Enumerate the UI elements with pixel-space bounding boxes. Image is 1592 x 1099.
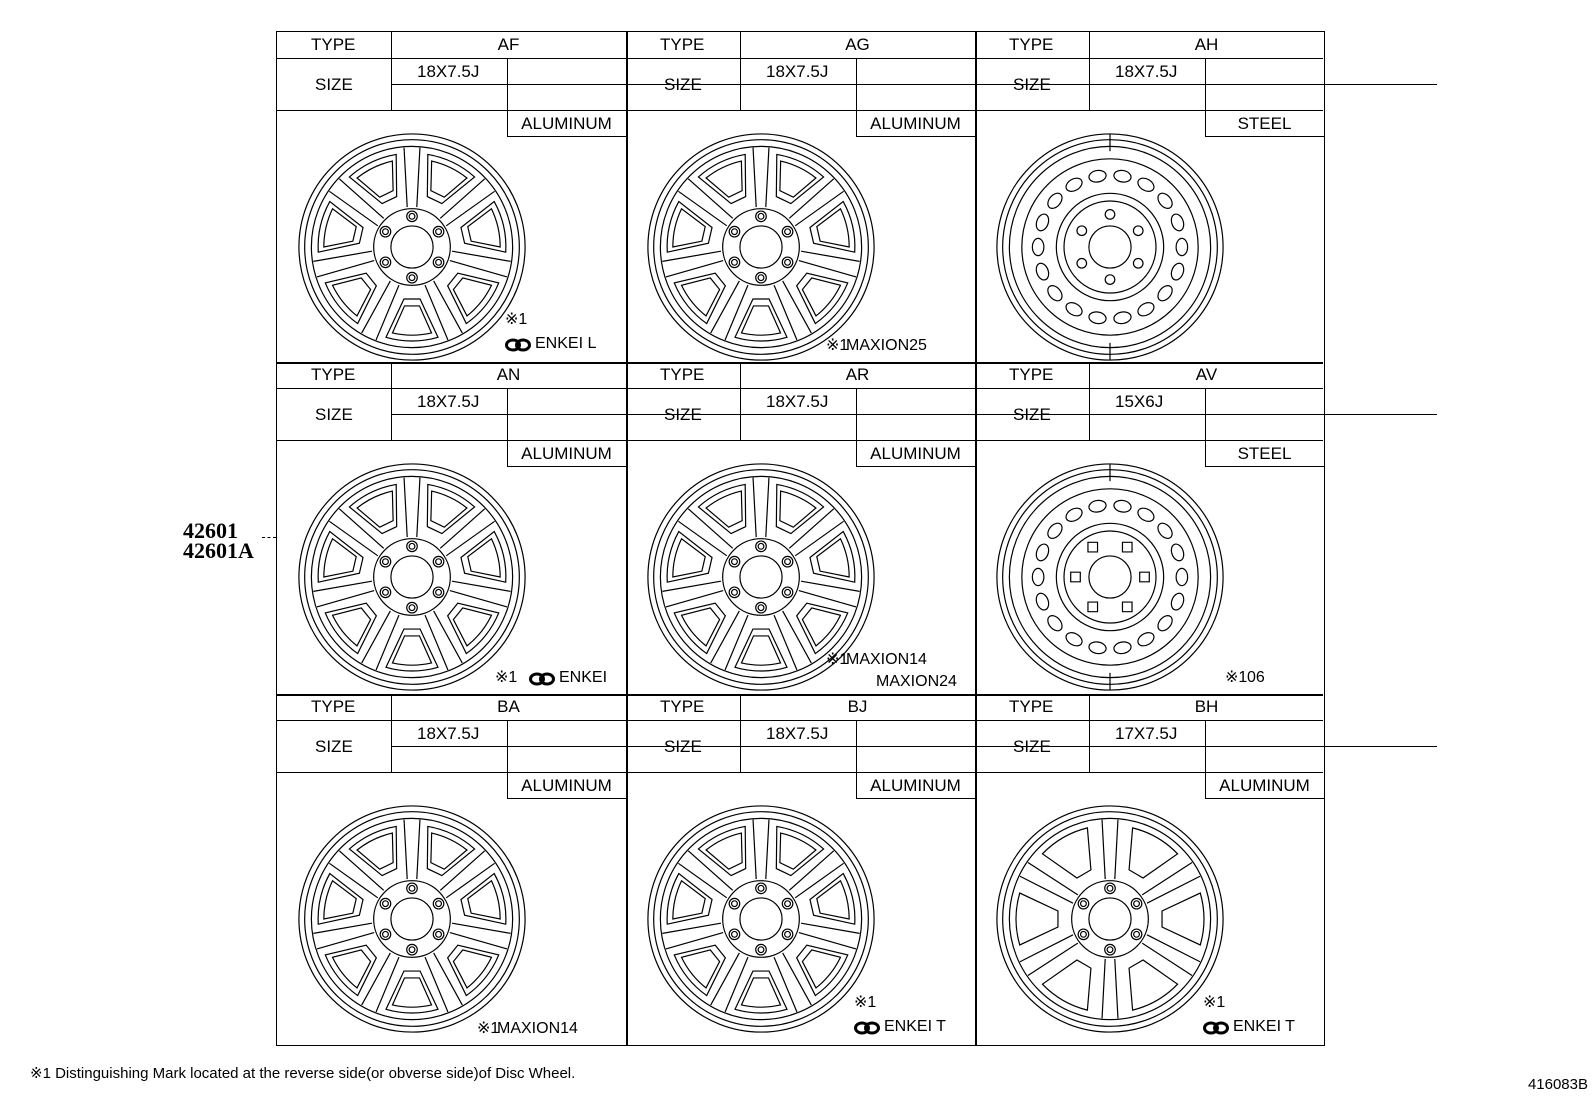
wheel-cell-ar (626, 362, 975, 694)
part-number-1: 42601 (183, 518, 238, 543)
wheel-material: ALUMINUM (870, 444, 961, 463)
distinguishing-mark: ENKEI L (535, 335, 597, 352)
wheel-drawing (995, 462, 1225, 692)
type-label: TYPE (311, 697, 356, 716)
enkei-logo-icon (854, 1021, 880, 1035)
wheel-size: 18X7.5J (1115, 62, 1178, 81)
distinguishing-mark: MAXION14 (497, 1020, 578, 1037)
wheel-drawing (297, 132, 527, 362)
table-rule (975, 440, 1323, 441)
size-label: SIZE (315, 737, 353, 756)
wheel-material: STEEL (1237, 444, 1292, 463)
wheel-cell-ba (277, 694, 626, 1045)
wheel-drawing (646, 804, 876, 1034)
distinguishing-mark: ENKEI T (1233, 1018, 1295, 1035)
size-label: SIZE (1013, 75, 1051, 94)
table-rule (277, 440, 626, 441)
wheel-size: 18X7.5J (766, 62, 829, 81)
table-rule (626, 694, 975, 696)
distinguishing-mark: ENKEI (559, 669, 608, 686)
table-rule (277, 772, 626, 773)
mark-ref: ※1 (505, 311, 528, 328)
wheel-drawing (297, 804, 527, 1034)
wheel-material: ALUMINUM (870, 114, 961, 133)
table-rule (975, 720, 1323, 721)
table-rule (626, 362, 975, 364)
wheel-cell-ah (975, 32, 1323, 362)
wheel-cell-an (277, 362, 626, 694)
table-rule (626, 110, 975, 111)
mark-ref: ※1 (826, 651, 849, 668)
table-rule (975, 32, 977, 362)
wheel-cell-af (277, 32, 626, 362)
wheel-type-code: AH (1194, 35, 1219, 54)
mark-ref: ※1 (1203, 994, 1226, 1011)
mark-ref: ※1 (495, 669, 518, 686)
wheel-cell-bh (975, 694, 1323, 1045)
wheel-type-code: BA (497, 697, 520, 716)
table-rule (975, 694, 977, 1045)
footnote: ※1 Distinguishing Mark located at the reverse side(or obverse side)of Disc Wheel. (30, 1065, 576, 1082)
wheel-drawing (995, 804, 1225, 1034)
wheel-size: 18X7.5J (417, 62, 480, 81)
wheel-type-code: BH (1194, 697, 1219, 716)
wheel-size: 18X7.5J (417, 724, 480, 743)
wheel-material: ALUMINUM (521, 114, 612, 133)
wheel-size: 18X7.5J (766, 724, 829, 743)
table-rule (626, 388, 975, 389)
distinguishing-mark-2: MAXION24 (876, 673, 957, 690)
wheel-cell-bj (626, 694, 975, 1045)
table-rule (626, 440, 975, 441)
distinguishing-mark: MAXION14 (846, 651, 927, 668)
wheel-type-code: AG (845, 35, 870, 54)
wheel-cell-av (975, 362, 1323, 694)
wheel-type-code: AN (496, 365, 521, 384)
table-rule (277, 362, 626, 364)
table-rule (626, 32, 628, 362)
wheel-material: ALUMINUM (1219, 776, 1310, 795)
table-rule (626, 694, 628, 1045)
wheel-size: 15X6J (1115, 392, 1164, 411)
table-rule (626, 58, 975, 59)
table-rule (277, 110, 626, 111)
wheel-type-code: AF (497, 35, 520, 54)
type-label: TYPE (660, 365, 705, 384)
table-rule (277, 720, 626, 721)
table-rule (626, 772, 975, 773)
enkei-logo-icon (1203, 1021, 1229, 1035)
size-label: SIZE (315, 75, 353, 94)
wheel-size: 18X7.5J (417, 392, 480, 411)
distinguishing-mark: 06 (1247, 669, 1265, 686)
table-rule (1089, 746, 1437, 747)
wheel-type-code: BJ (847, 697, 868, 716)
wheel-drawing (995, 132, 1225, 362)
wheel-size: 17X7.5J (1115, 724, 1178, 743)
wheel-material: ALUMINUM (521, 776, 612, 795)
table-rule (856, 798, 975, 799)
table-rule (975, 694, 1323, 696)
size-label: SIZE (664, 737, 702, 756)
size-label: SIZE (1013, 737, 1051, 756)
table-rule (975, 362, 977, 694)
type-label: TYPE (660, 697, 705, 716)
wheel-type-code: AR (845, 365, 870, 384)
mark-ref: ※1 (477, 1020, 500, 1037)
table-rule (1205, 798, 1324, 799)
table-rule (1089, 84, 1437, 85)
type-label: TYPE (1009, 35, 1054, 54)
table-rule (975, 362, 1323, 364)
enkei-logo-icon (529, 672, 555, 686)
wheel-type-code: AV (1195, 365, 1218, 384)
mark-ref: ※1 (826, 337, 849, 354)
table-rule (975, 388, 1323, 389)
leader-line (262, 537, 276, 538)
wheel-material: ALUMINUM (870, 776, 961, 795)
wheel-size: 18X7.5J (766, 392, 829, 411)
distinguishing-mark: MAXION25 (846, 337, 927, 354)
type-label: TYPE (660, 35, 705, 54)
wheel-material: ALUMINUM (521, 444, 612, 463)
size-label: SIZE (315, 405, 353, 424)
table-rule (277, 694, 626, 696)
enkei-logo-icon (505, 338, 531, 352)
type-label: TYPE (1009, 697, 1054, 716)
size-label: SIZE (664, 405, 702, 424)
table-rule (507, 798, 626, 799)
table-rule (975, 772, 1323, 773)
table-rule (975, 110, 1323, 111)
type-label: TYPE (1009, 365, 1054, 384)
table-rule (626, 720, 975, 721)
table-rule (277, 388, 626, 389)
wheel-drawing (646, 132, 876, 362)
table-rule (277, 58, 626, 59)
distinguishing-mark: ENKEI T (884, 1018, 946, 1035)
reference-code: 416083B (1527, 1076, 1588, 1093)
wheel-material: STEEL (1237, 114, 1292, 133)
wheel-catalog-grid (276, 31, 1325, 1046)
size-label: SIZE (1013, 405, 1051, 424)
size-label: SIZE (664, 75, 702, 94)
part-number-2: 42601A (183, 538, 254, 563)
table-rule (975, 58, 1323, 59)
mark-ref: ※1 (854, 994, 877, 1011)
table-rule (1089, 414, 1437, 415)
wheel-cell-ag (626, 32, 975, 362)
table-rule (626, 362, 628, 694)
mark-ref: ※1 (1225, 669, 1248, 686)
wheel-drawing (297, 462, 527, 692)
type-label: TYPE (311, 365, 356, 384)
type-label: TYPE (311, 35, 356, 54)
